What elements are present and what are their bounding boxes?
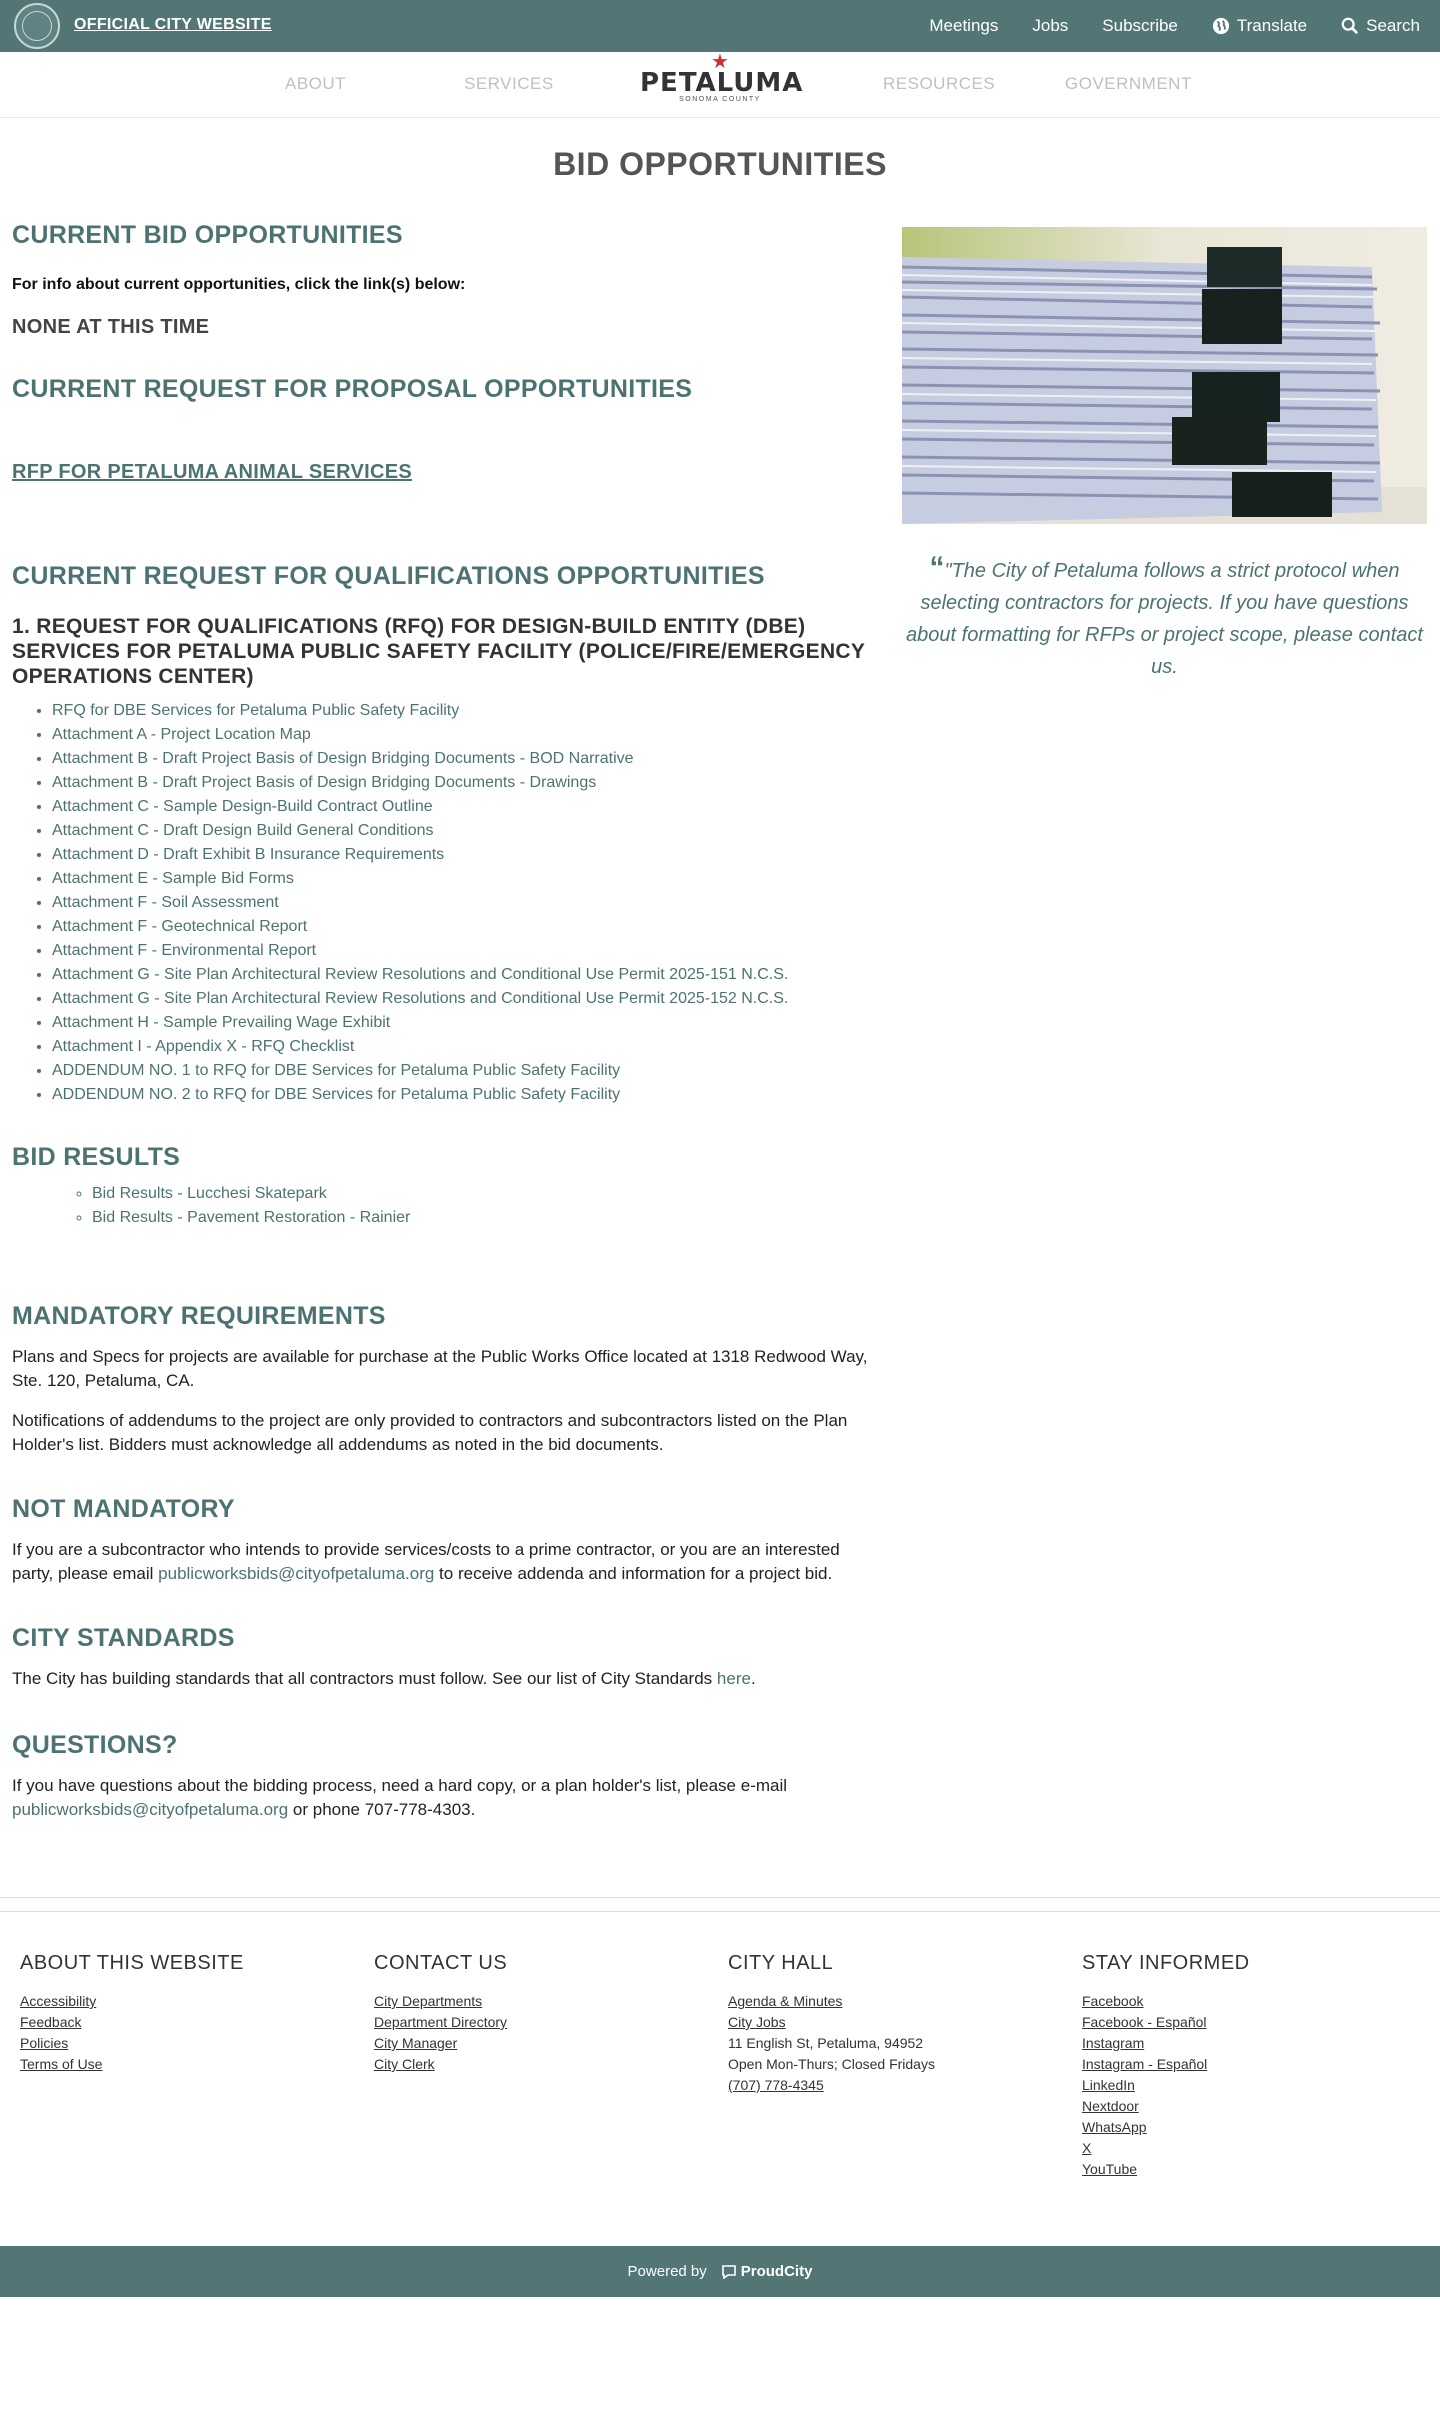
department-directory-link[interactable]: Department Directory [374,2014,508,2030]
questions-text-end: or phone 707-778-4303. [288,1800,476,1819]
jobs-label: Jobs [1032,16,1069,35]
meetings-label: Meetings [929,16,999,35]
footer-stay-informed [1082,1952,1422,2180]
feedback-link[interactable]: Feedback [20,2014,82,2030]
bid-result-link[interactable]: Bid Results - Pavement Restoration - Rainier [92,1209,411,1226]
page-title: BID OPPORTUNITIES [553,146,887,182]
rfp-heading: CURRENT REQUEST FOR PROPOSAL OPPORTUNITIES [12,375,693,403]
rfq-document-link[interactable]: Attachment F - Geotechnical Report [52,918,308,935]
list-item [52,747,872,771]
footer-divider [0,1911,1440,1912]
mandatory-heading: MANDATORY REQUIREMENTS [12,1302,386,1330]
city-standards-heading: CITY STANDARDS [12,1624,235,1652]
bid-result-link[interactable]: Bid Results - Lucchesi Skatepark [92,1185,327,1202]
petaluma-logo[interactable] [640,51,804,118]
city-hall-hours: Open Mon-Thurs; Closed Fridays [728,2056,935,2072]
list-item [52,939,872,963]
footer-divider [0,1897,1440,1898]
mandatory-paragraph-2: Notifications of addendums to the project are only provided to contractors and subcontractors listed on the Plan Holder's list. Bidders must acknowledge all addendums as noted in the bid documents. [12,1411,848,1454]
list-item [52,987,872,1011]
not-mandatory-text: If you are a subcontractor who intends to provide services/costs to a prime contractor, or you are an interested party, please email [12,1540,840,1583]
quote-text: "The City of Petaluma follows a strict protocol when selecting contractors for projects. If you have questions about formatting for RFPs or project scope, please contact us. [906,560,1423,678]
subscribe-link[interactable] [1102,16,1178,36]
bid-results-heading: BID RESULTS [12,1143,181,1171]
list-item [52,891,872,915]
city-hall-phone-link[interactable]: (707) 778-4345 [728,2077,824,2093]
city-standards-text-end: . [750,1669,756,1688]
logo-subtitle: SONOMA COUNTY [679,96,761,103]
accessibility-link[interactable]: Accessibility [20,1993,97,2009]
whatsapp-link[interactable]: WhatsApp [1082,2119,1147,2135]
city-hall-address: 11 English St, Petaluma, 94952 [728,2035,924,2051]
list-item [52,795,872,819]
list-item [52,1011,872,1035]
mandatory-paragraph-1: Plans and Specs for projects are available for purchase at the Public Works Office located at 1318 Redwood Way, Ste. 120, Petaluma, CA. [12,1347,868,1390]
rfq-document-link[interactable]: Attachment I - Appendix X - RFQ Checklist [52,1038,355,1055]
search-icon [1341,17,1359,35]
powered-by-bar [0,2246,1440,2297]
instagram-espanol-link[interactable]: Instagram - Español [1082,2056,1208,2072]
rfq-document-link[interactable]: Attachment B - Draft Project Basis of Design Bridging Documents - BOD Narrative [52,750,634,767]
jobs-link[interactable] [1032,16,1068,36]
list-item [52,915,872,939]
city-seal-icon[interactable] [14,3,60,49]
none-at-this-time: NONE AT THIS TIME [12,316,210,338]
rfq-document-link[interactable]: Attachment F - Environmental Report [52,942,317,959]
list-item [52,843,872,867]
top-bar [0,0,1440,52]
questions-heading: QUESTIONS? [12,1731,178,1759]
youtube-link[interactable]: YouTube [1082,2161,1138,2177]
main-nav [0,52,1440,118]
list-item [52,867,872,891]
search-button[interactable] [1341,16,1420,36]
rfq-document-link[interactable]: ADDENDUM NO. 2 to RFQ for DBE Services for Petaluma Public Safety Facility [52,1086,621,1103]
email-link[interactable]: publicworksbids@cityofpetaluma.org [158,1564,435,1583]
star-icon: ★ [711,51,729,73]
instagram-link[interactable]: Instagram [1082,2035,1145,2051]
footer-stay-informed-heading: STAY INFORMED [1082,1952,1250,1974]
document-stack-illustration [902,227,1427,524]
linkedin-link[interactable]: LinkedIn [1082,2077,1135,2093]
facebook-espanol-link[interactable]: Facebook - Español [1082,2014,1207,2030]
proudcity-icon [721,2265,737,2279]
x-link[interactable]: X [1082,2140,1092,2156]
logo-wordmark: PETALUMA [640,68,804,98]
translate-button[interactable] [1212,16,1307,36]
city-manager-link[interactable]: City Manager [374,2035,458,2051]
current-bids-info: For info about current opportunities, click the link(s) below: [12,276,466,293]
facebook-link[interactable]: Facebook [1082,1993,1144,2009]
current-bids-heading: CURRENT BID OPPORTUNITIES [12,221,403,249]
main-content [12,216,872,1822]
city-standards-text: The City has building standards that all contractors must follow. See our list of City Standards [12,1669,717,1688]
email-link[interactable]: publicworksbids@cityofpetaluma.org [12,1800,289,1819]
nextdoor-link[interactable]: Nextdoor [1082,2098,1139,2114]
rfq-heading: CURRENT REQUEST FOR QUALIFICATIONS OPPORTUNITIES [12,562,765,590]
rfp-animal-services-link[interactable]: RFP FOR PETALUMA ANIMAL SERVICES [12,461,412,483]
list-item [52,1035,872,1059]
translate-label: Translate [1236,16,1308,35]
proudcity-brand-link[interactable] [713,2263,813,2280]
rfq-document-link[interactable]: Attachment C - Sample Design-Build Contract Outline [52,798,433,815]
city-standards-paragraph [12,1667,872,1691]
rfq-document-link[interactable]: RFQ for DBE Services for Petaluma Public Safety Facility [52,702,460,719]
document-stack-image [902,227,1427,524]
rfq-document-link[interactable]: Attachment G - Site Plan Architectural Review Resolutions and Conditional Use Permit 2025-152 N.C.S. [52,990,789,1007]
not-mandatory-text-end: to receive addenda and information for a project bid. [434,1564,833,1583]
policies-link[interactable]: Policies [20,2035,69,2051]
rfq-document-link[interactable]: Attachment A - Project Location Map [52,726,311,743]
agenda-minutes-link[interactable]: Agenda & Minutes [728,1993,843,2009]
proudcity-label: ProudCity [740,2263,813,2280]
list-item [52,963,872,987]
list-item [92,1206,872,1230]
city-departments-link[interactable]: City Departments [374,1993,483,2009]
footer-city-hall-heading: CITY HALL [728,1952,834,1974]
nav-services[interactable]: SERVICES [464,74,554,93]
city-jobs-link[interactable]: City Jobs [728,2014,786,2030]
quote-mark-icon: “ [929,551,945,584]
list-item [52,1059,872,1083]
official-city-website-link[interactable]: OFFICIAL CITY WEBSITE [74,16,272,33]
bid-results-list [12,1182,872,1230]
subscribe-label: Subscribe [1102,16,1178,35]
list-item [52,1083,872,1107]
rfq-document-link[interactable]: Attachment D - Draft Exhibit B Insurance Requirements [52,846,445,863]
questions-paragraph [12,1774,872,1822]
list-item [52,699,872,723]
not-mandatory-heading: NOT MANDATORY [12,1495,235,1523]
rfq-document-link[interactable]: Attachment B - Draft Project Basis of Design Bridging Documents - Drawings [52,774,597,791]
footer-about [20,1952,360,2075]
utility-nav [895,0,1420,52]
rfq-subheading: 1. REQUEST FOR QUALIFICATIONS (RFQ) FOR DESIGN-BUILD ENTITY (DBE) SERVICES FOR PETALUMA PUBLIC SAFETY FACILITY (POLICE/FIRE/EMERGENCY OPERATIONS CENTER) [12,615,865,688]
list-item [52,771,872,795]
rfq-document-link[interactable]: ADDENDUM NO. 1 to RFQ for DBE Services for Petaluma Public Safety Facility [52,1062,621,1079]
footer-contact-heading: CONTACT US [374,1952,508,1974]
list-item [52,819,872,843]
rfq-document-link[interactable]: Attachment E - Sample Bid Forms [52,870,294,887]
rfq-document-link[interactable]: Attachment F - Soil Assessment [52,894,279,911]
rfq-document-link[interactable]: Attachment G - Site Plan Architectural Review Resolutions and Conditional Use Permit 2025-151 N.C.S. [52,966,789,983]
nav-government[interactable]: GOVERNMENT [1065,74,1192,93]
not-mandatory-paragraph [12,1538,872,1586]
sidebar-quote [902,552,1427,683]
nav-resources[interactable]: RESOURCES [883,74,996,93]
footer-about-heading: ABOUT THIS WEBSITE [20,1952,244,1974]
list-item [92,1182,872,1206]
nav-about[interactable]: ABOUT [285,74,347,93]
city-clerk-link[interactable]: City Clerk [374,2056,435,2072]
rfq-document-link[interactable]: Attachment H - Sample Prevailing Wage Exhibit [52,1014,391,1031]
rfq-document-link[interactable]: Attachment C - Draft Design Build General Conditions [52,822,434,839]
list-item [52,723,872,747]
footer-city-hall [728,1952,1068,2096]
city-standards-here-link[interactable]: here [716,1669,751,1688]
terms-of-use-link[interactable]: Terms of Use [20,2056,103,2072]
globe-icon [1212,17,1230,35]
questions-text: If you have questions about the bidding process, need a hard copy, or a plan holder's list, please e-mail [12,1776,788,1795]
rfq-document-list [12,699,872,1107]
powered-by-text: Powered by [627,2263,707,2280]
footer-contact [374,1952,714,2075]
meetings-link[interactable] [929,16,998,36]
search-label: Search [1366,16,1420,35]
